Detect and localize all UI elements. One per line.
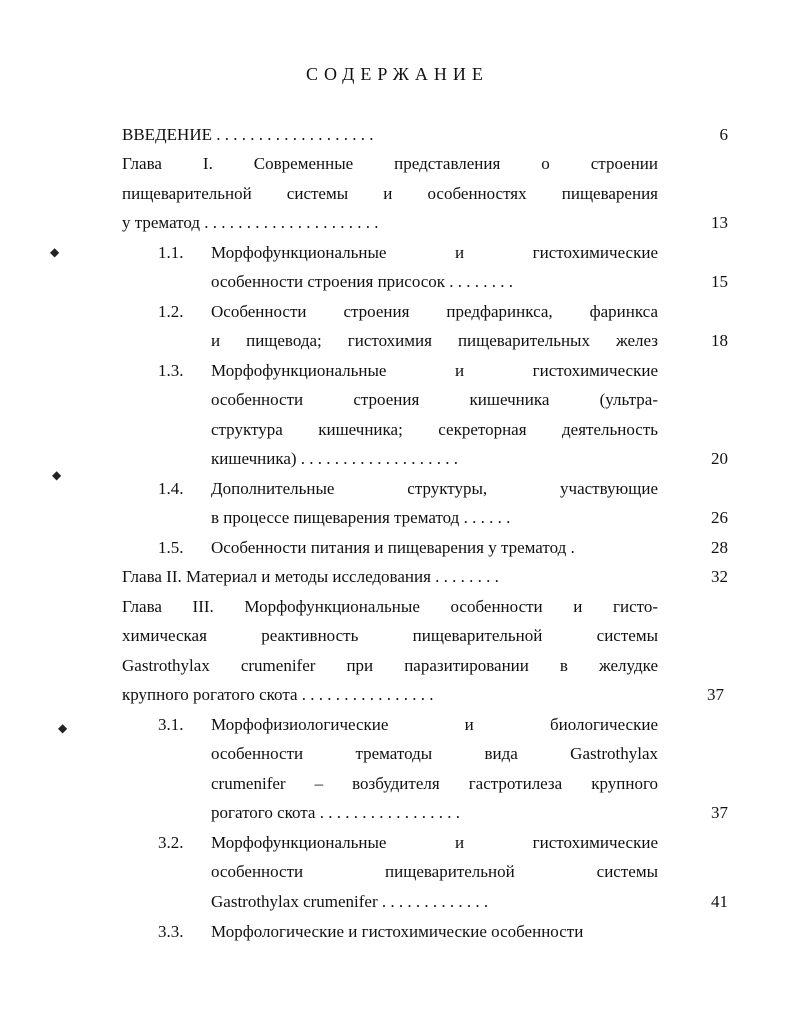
- toc-line: у трематод . . . . . . . . . . . . . . . . . . . . .: [122, 213, 379, 232]
- toc-line: особенности трематоды вида Gastrothylax: [211, 744, 658, 763]
- toc-section-number: 1.1.: [158, 243, 184, 262]
- toc-section-number: 3.3.: [158, 922, 184, 941]
- toc-page-number: 15: [711, 272, 728, 291]
- toc-line: и пищевода; гистохимия пищеварительных желез: [211, 331, 658, 350]
- toc-line: Морфофункциональные и гистохимические: [211, 361, 658, 380]
- toc-page-number: 32: [711, 567, 728, 586]
- toc-page-number: 37: [711, 803, 728, 822]
- toc-line: crumenifer – возбудителя гастротилеза крупного: [211, 774, 658, 793]
- toc-line: Морфофункциональные и гистохимические: [211, 833, 658, 852]
- toc-page-number: 13: [711, 213, 728, 232]
- toc-page-number: 37: [707, 685, 724, 704]
- toc-page-number: 26: [711, 508, 728, 527]
- toc-page-number: 6: [719, 125, 728, 144]
- page-title: СОДЕРЖАНИЕ: [306, 64, 489, 84]
- toc-line: структура кишечника; секреторная деятельность: [211, 420, 658, 439]
- toc-line: Глава II. Материал и методы исследования . . . . . . . .: [122, 567, 499, 586]
- toc-line: Глава I. Современные представления о строении: [122, 154, 658, 173]
- toc-section-number: 3.1.: [158, 715, 184, 734]
- toc-line: Gastrothylax crumenifer при паразитировании в желудке: [122, 656, 658, 675]
- toc-line: ВВЕДЕНИЕ . . . . . . . . . . . . . . . . . . .: [122, 125, 374, 144]
- toc-line: Особенности строения предфаринкса, фаринкса: [211, 302, 658, 321]
- toc-section-number: 1.4.: [158, 479, 184, 498]
- scan-speck: ◆: [50, 245, 60, 259]
- toc-line: Дополнительные структуры, участвующие: [211, 479, 658, 498]
- toc-line: Особенности питания и пищеварения у трематод .: [211, 538, 575, 557]
- toc-line: Морфологические и гистохимические особенности: [211, 922, 584, 941]
- toc-line: рогатого скота . . . . . . . . . . . . . . . . .: [211, 803, 460, 822]
- toc-line: химическая реактивность пищеварительной системы: [122, 626, 658, 645]
- toc-line: Морфофизиологические и биологические: [211, 715, 658, 734]
- toc-page-number: 41: [711, 892, 728, 911]
- toc-line: в процессе пищеварения трематод . . . . . .: [211, 508, 511, 527]
- toc-line: особенности строения кишечника (ультра-: [211, 390, 658, 409]
- toc-line: кишечника) . . . . . . . . . . . . . . . . . . .: [211, 449, 459, 468]
- toc-page-number: 28: [711, 538, 728, 557]
- toc-line: крупного рогатого скота . . . . . . . . . . . . . . . .: [122, 685, 434, 704]
- toc-section-number: 3.2.: [158, 833, 184, 852]
- toc-line: пищеварительной системы и особенностях пищеварения: [122, 184, 658, 203]
- toc-section-number: 1.5.: [158, 538, 184, 557]
- toc-page-number: 18: [711, 331, 728, 350]
- scan-speck: ◆: [58, 721, 68, 735]
- toc-page-number: 20: [711, 449, 728, 468]
- toc-line: особенности пищеварительной системы: [211, 862, 658, 881]
- toc-section-number: 1.3.: [158, 361, 184, 380]
- toc-line: Морфофункциональные и гистохимические: [211, 243, 658, 262]
- toc-line: особенности строения присосок . . . . . . . .: [211, 272, 514, 291]
- scan-speck: ◆: [52, 468, 62, 482]
- toc-section-number: 1.2.: [158, 302, 184, 321]
- toc-line: Gastrothylax crumenifer . . . . . . . . . . . . .: [211, 892, 489, 911]
- toc-line: Глава III. Морфофункциональные особенности и гисто-: [122, 597, 658, 616]
